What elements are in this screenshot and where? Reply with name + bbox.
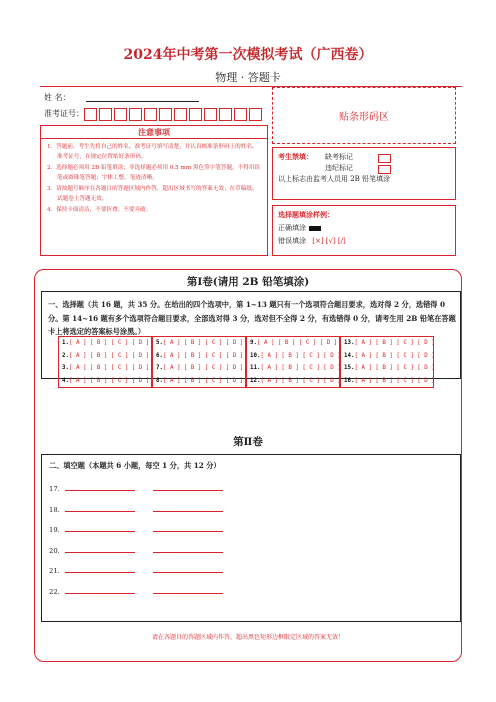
- page-title: 2024年中考第一次模拟考试（广西卷）: [123, 47, 373, 63]
- forbidden-note: 以上标志由监考人员用 2B 铅笔填涂: [278, 175, 391, 183]
- fill-question-number: 18.: [49, 505, 60, 514]
- fill-question-row: [49, 506, 223, 514]
- violation-checkbox[interactable]: [378, 165, 391, 174]
- mcq-question-number: 15.: [344, 365, 355, 372]
- exam-no-digit-box[interactable]: [144, 108, 157, 121]
- answer-blank[interactable]: [153, 572, 223, 573]
- fill-question-row: [49, 547, 223, 555]
- mcq-question-number: 3.: [62, 365, 69, 372]
- mcq-options[interactable]: [ A ] [ B ] [ C ] [ D ]: [68, 365, 150, 372]
- mcq-question-number: 2.: [62, 352, 69, 359]
- notice-item: 4．保持卡面清洁，不要折叠、不要弄破。: [47, 207, 152, 213]
- exam-no-digit-box[interactable]: [129, 108, 142, 121]
- notice-item: 2．选择题必须用 2B 铅笔填涂；非选择题必须用 0.5 mm 黑色签字笔答题，不得用铅笔或圆珠笔答题；字体工整、笔迹清晰。: [47, 165, 261, 181]
- footer-note: 请在各题目的答题区域内作答，超出黑色矩形边框限定区域的答案无效！: [151, 634, 344, 641]
- exam-no-digit-box[interactable]: [84, 108, 97, 121]
- answer-blank[interactable]: [153, 531, 223, 532]
- answer-blank[interactable]: [65, 552, 135, 553]
- mcq-options[interactable]: [ A ] [ B ] [ C ] [ D ]: [68, 340, 150, 346]
- mcq-options[interactable]: [ A ] [ B ] [ C ] [ D ]: [162, 365, 244, 372]
- mcq-options[interactable]: [ A ] [ B ] [ C ] [ D ]: [260, 378, 341, 385]
- exam-no-digit-box[interactable]: [99, 108, 112, 121]
- mcq-options[interactable]: [ A ] [ B ] [ C ] [ D ]: [256, 340, 338, 346]
- exam-no-label: 准考证号：: [44, 109, 84, 118]
- exam-no-digit-box[interactable]: [174, 108, 187, 121]
- fill-question-row: [49, 526, 223, 534]
- fill-sample-label: 选择题填涂样例：: [278, 210, 334, 219]
- name-field[interactable]: [86, 101, 199, 102]
- mcq-question-number: 7.: [156, 365, 163, 372]
- mcq-section: [41, 291, 461, 385]
- fill-question-number: 22.: [49, 587, 60, 596]
- notice-box: [40, 125, 268, 256]
- exam-no-digit-box[interactable]: [204, 108, 217, 121]
- wrong-fill-label: 错误填涂: [278, 237, 306, 245]
- mcq-options[interactable]: [ A ] [ B ] [ C ] [ D ]: [162, 340, 244, 346]
- fill-description: 二、填空题（本题共 6 小题，每空 1 分，共 12 分）: [49, 461, 221, 470]
- exam-no-digit-box[interactable]: [249, 108, 262, 121]
- mcq-question-number: 12.: [250, 378, 261, 385]
- answer-blank[interactable]: [65, 531, 135, 532]
- exam-no-digit-box[interactable]: [159, 108, 172, 121]
- name-label: 姓 名：: [44, 93, 71, 102]
- fill-sample-box: [272, 205, 456, 256]
- forbidden-box: [272, 147, 456, 200]
- answer-blank[interactable]: [153, 511, 223, 512]
- mcq-options[interactable]: [ A ] [ B ] [ C ] [ D ]: [68, 378, 150, 385]
- mcq-question-number: 16.: [344, 378, 355, 385]
- answer-blank[interactable]: [65, 572, 135, 573]
- mcq-question-number: 4.: [62, 378, 69, 385]
- mcq-question-number: 6.: [156, 352, 163, 359]
- fill-question-row: [49, 485, 223, 493]
- exam-no-digit-box[interactable]: [189, 108, 202, 121]
- mcq-question-number: 10.: [250, 352, 261, 359]
- mcq-options[interactable]: [ A ] [ B ] [ C ] [ D ]: [68, 352, 150, 359]
- barcode-area: [272, 87, 456, 144]
- violation-label: 违纪标记: [325, 164, 353, 172]
- exam-no-digit-box[interactable]: [114, 108, 127, 121]
- mcq-column-box: [340, 336, 434, 388]
- mcq-column-box: [152, 336, 246, 388]
- exam-no-digit-box[interactable]: [234, 108, 247, 121]
- correct-fill-label: 正确填涂: [278, 224, 306, 232]
- mcq-options[interactable]: [ A ] [ B ] [ C ] [ D ]: [260, 352, 341, 359]
- answer-blank[interactable]: [153, 490, 223, 491]
- fill-question-number: 21.: [49, 567, 60, 575]
- mcq-options[interactable]: [ A ] [ B ] [ C ] [ D ]: [162, 378, 244, 385]
- wrong-fill-marks: [×] [√] [/]: [312, 237, 346, 245]
- fill-section: [41, 454, 461, 622]
- notice-title: 注意事项: [41, 126, 267, 139]
- mcq-question-number: 13.: [344, 340, 355, 346]
- mcq-question-number: 8.: [156, 378, 163, 385]
- part2-title: 第Ⅱ卷: [233, 436, 263, 448]
- answer-blank[interactable]: [65, 490, 135, 491]
- fill-question-number: 17.: [49, 485, 60, 493]
- fill-question-row: [49, 567, 223, 575]
- mcq-options[interactable]: [ A ] [ B ] [ C ] [ D ]: [354, 365, 435, 372]
- mcq-question-number: 1.: [62, 340, 69, 346]
- answer-blank[interactable]: [153, 552, 223, 553]
- mcq-options[interactable]: [ A ] [ B ] [ C ] [ D ]: [260, 365, 341, 372]
- mcq-question-number: 9.: [250, 340, 257, 346]
- mcq-question-number: 14.: [344, 352, 355, 359]
- absent-label: 缺考标记: [325, 153, 353, 161]
- forbidden-label: 考生禁填：: [278, 152, 313, 161]
- answer-blank[interactable]: [153, 593, 223, 594]
- fill-question-number: 20.: [49, 546, 60, 555]
- mcq-options[interactable]: [ A ] [ B ] [ C ] [ D ]: [354, 378, 435, 385]
- answer-blank[interactable]: [65, 511, 135, 512]
- mcq-options[interactable]: [ A ] [ B ] [ C ] [ D ]: [354, 352, 435, 359]
- fill-question-row: [49, 588, 223, 596]
- part1-title: 第Ⅰ卷(请用 2B 铅笔填涂): [186, 276, 310, 288]
- exam-no-digit-box[interactable]: [219, 108, 232, 121]
- notice-item: 1．答题前，考生先将自己的姓名，准考证号填写清楚，并认真核准条形码上的姓名、准考证号，在规定位置贴好条形码。: [47, 144, 258, 160]
- correct-fill-mark: [309, 226, 321, 231]
- page-subtitle: 物理 · 答题卡: [215, 71, 281, 84]
- mcq-options[interactable]: [ A ] [ B ] [ C ] [ D ]: [354, 340, 435, 346]
- mcq-grid: [62, 337, 441, 385]
- mcq-options[interactable]: [ A ] [ B ] [ C ] [ D ]: [162, 352, 244, 359]
- mcq-question-number: 5.: [156, 340, 163, 346]
- answer-blank[interactable]: [65, 593, 135, 594]
- barcode-label: 贴条形码区: [339, 112, 389, 123]
- mcq-column-box: [246, 336, 340, 388]
- mcq-question-number: 11.: [250, 365, 261, 372]
- fill-question-number: 19.: [49, 526, 60, 534]
- absent-checkbox[interactable]: [378, 154, 391, 163]
- exam-no-boxes[interactable]: [84, 108, 264, 121]
- notice-item: 3．请按题号顺序在各题目的答题区域内作答，超出区域书写的答案无效；在草稿纸、试题卷上答题无效。: [47, 186, 258, 202]
- mcq-description: 一、选择题（共 16 题，共 35 分。在给出的四个选项中，第 1~13 题只有一个选项符合题目要求，选对得 2 分，选错得 0 分。第 14~16 题有多个选项符合题目要求，全部选对得 3 分，选对但不全得 2 分，有选错得 0 分，请考生用 2B 铅笔在答题卡上将选定的答案标号涂黑。）: [48, 300, 456, 336]
- mcq-column-box: [58, 336, 152, 388]
